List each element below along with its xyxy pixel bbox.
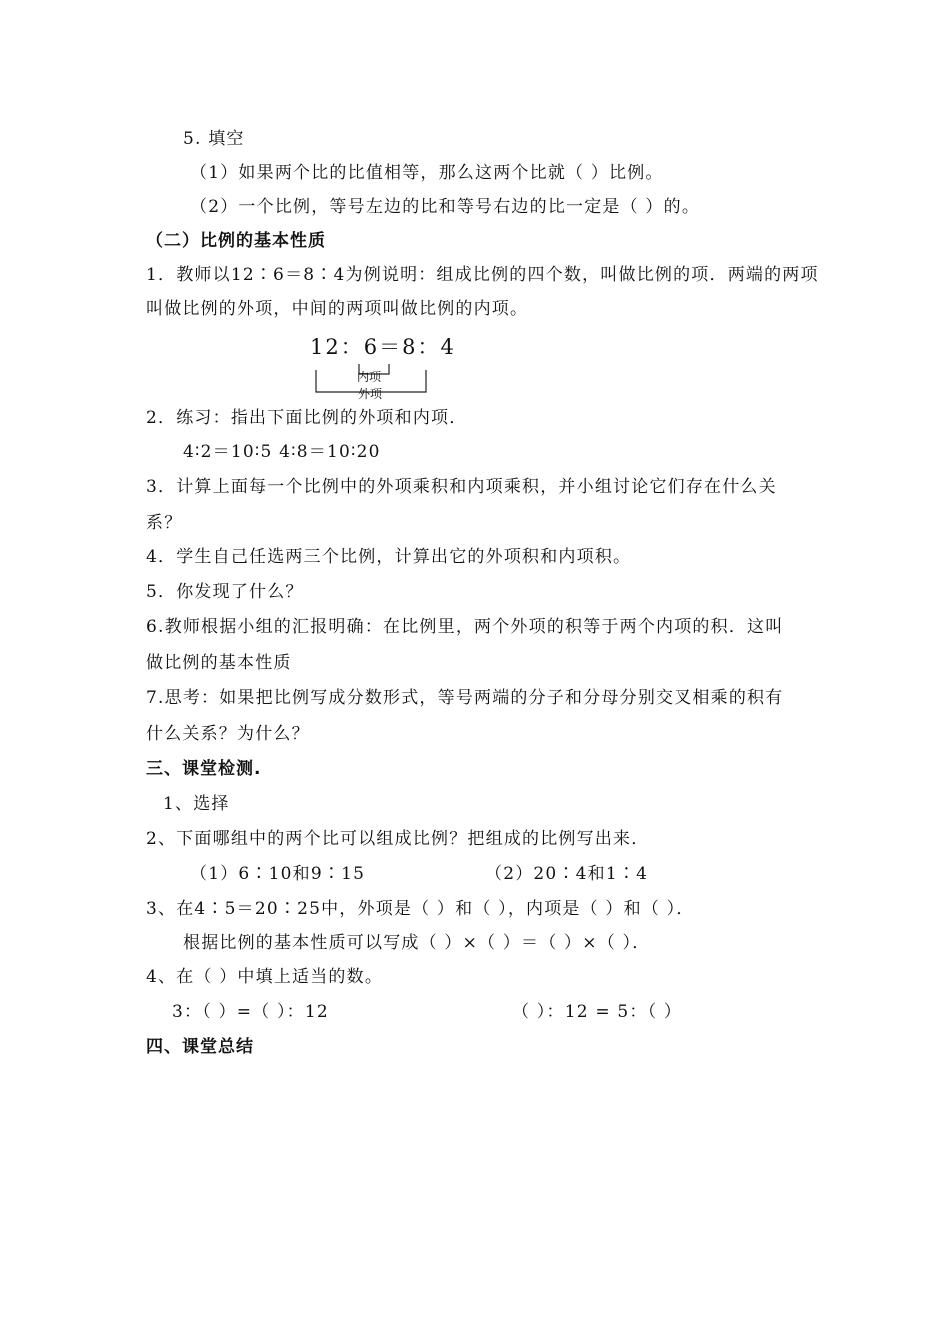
section2-title: （二）比例的基本性质	[146, 231, 326, 251]
section2-p2-examples: 4∶2＝10∶5 4∶8＝10∶20	[183, 442, 381, 462]
section2-p3-line2: 系？	[146, 513, 183, 533]
fill-blank-q2: （2）一个比例，等号左边的比和等号右边的比一定是（ ）的。	[190, 197, 701, 217]
section3-q3-line2: 根据比例的基本性质可以写成（ ）×（ ）＝（ ）×（ ）．	[183, 933, 651, 953]
section2-p7-line2: 什么关系？为什么？	[146, 724, 310, 744]
section2-p6-line2: 做比例的基本性质	[146, 653, 292, 673]
proportion-equation: 12：6＝8：4	[310, 335, 456, 359]
fill-blank-heading: 5. 填空	[183, 129, 245, 149]
section3-q4-a: 3：（ ）=（ ）：12	[172, 1002, 329, 1022]
outer-terms-label: 外项	[358, 387, 383, 401]
section2-p7-line1: 7.思考：如果把比例写成分数形式，等号两端的分子和分母分别交叉相乘的积有	[146, 688, 784, 708]
section2-p2: 2．练习：指出下面比例的外项和内项．	[146, 408, 468, 428]
section3-q4: 4、在（ ）中填上适当的数。	[146, 967, 384, 987]
section2-p3-line1: 3．计算上面每一个比例中的外项乘积和内项乘积，并小组讨论它们存在什么关	[146, 477, 777, 497]
proportion-brackets	[0, 0, 950, 420]
section2-p6-line1: 6.教师根据小组的汇报明确：在比例里，两个外项的积等于两个内项的积．这叫	[146, 617, 784, 637]
section2-p1-line1: 1．教师以12∶6＝8∶4为例说明：组成比例的四个数，叫做比例的项．两端的两项	[146, 265, 819, 285]
inner-terms-label: 内项	[357, 370, 382, 384]
section3-q2-a: （1）6∶10和9∶15	[190, 864, 366, 884]
section2-p5: 5．你发现了什么？	[146, 582, 304, 602]
fill-blank-q1: （1）如果两个比的比值相等，那么这两个比就（ ）比例。	[190, 163, 664, 183]
section4-title: 四、课堂总结	[146, 1037, 254, 1057]
section3-q3-line1: 3、在4∶5＝20∶25中，外项是（ ）和（ ），内项是（ ）和（ ）．	[146, 899, 695, 919]
section2-p4: 4．学生自己任选两三个比例，计算出它的外项积和内项积。	[146, 547, 632, 567]
section3-q2: 2、下面哪组中的两个比可以组成比例？把组成的比例写出来．	[146, 829, 650, 849]
section3-q2-b: （2）20∶4和1∶4	[485, 864, 649, 884]
section3-title: 三、课堂检测.	[146, 759, 262, 779]
section3-q4-b: （ ）：12 = 5：（ ）	[512, 1002, 683, 1022]
section3-q1: 1、选择	[163, 794, 230, 814]
section2-p1-line2: 叫做比例的外项，中间的两项叫做比例的内项。	[146, 299, 529, 319]
